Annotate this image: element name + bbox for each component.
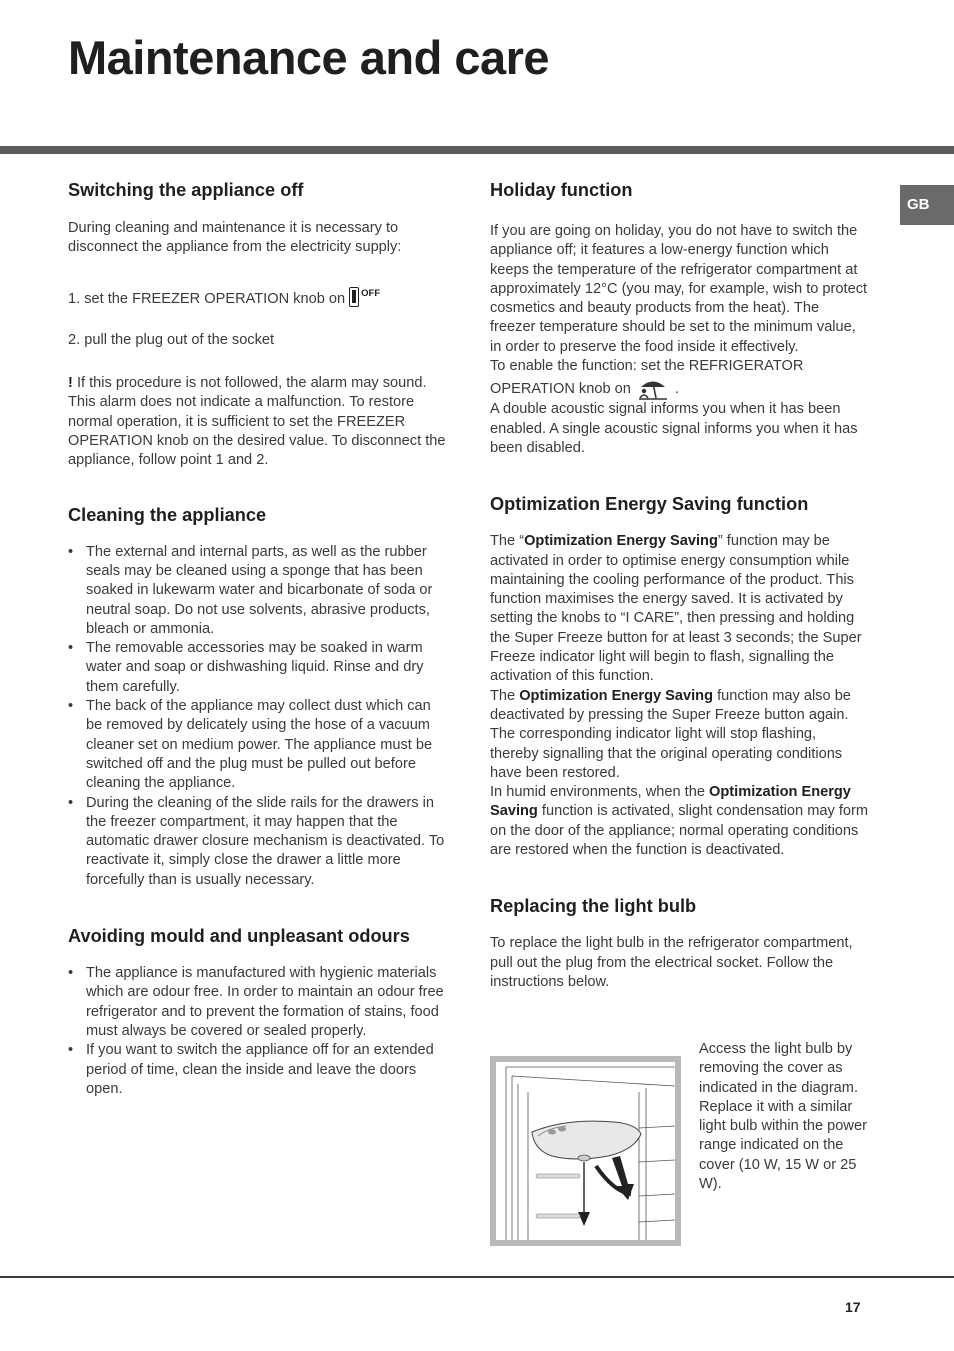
bulb-step-b: Replace it with a similar light bulb within the power range indicated on the cover (10 W, 15 W or 25 W). — [699, 1098, 867, 1193]
list-item: • During the cleaning of the slide rails for the drawers in the freezer compartment, it may happen that the automatic drawer closure mechanism is deactivated. To reactivate it, simply close the drawer a little more forcefully than is usually necessary. — [68, 794, 446, 890]
page-number: 17 — [845, 1299, 861, 1315]
section-switching-off — [68, 178, 446, 471]
holiday-enable-end: . — [674, 381, 680, 398]
bulb-step-a: Access the light bulb by removing the cover as indicated in the diagram. — [699, 1041, 859, 1096]
p3-rest: function is activated, slight condensation may form on the door of the appliance; normal operating conditions are restored when the function is deactivated. — [490, 803, 869, 859]
list-item: • If you want to switch the appliance off for an extended period of time, clean the inside and leave the doors open. — [68, 1041, 446, 1099]
optimization-p1 — [490, 532, 868, 686]
warning-mark: ! — [68, 375, 73, 392]
holiday-umbrella-icon — [637, 376, 669, 400]
p1-start: The “ — [490, 533, 525, 550]
p2-start: The — [490, 687, 520, 704]
holiday-enable-text: To enable the function: set the REFRIGERATOR OPERATION knob on — [490, 358, 804, 398]
section-cleaning — [68, 503, 446, 890]
list-item: • The back of the appliance may collect dust which can be removed by delicately using the hose of a vacuum cleaner set on medium power. The appliance must be switched off and the plug must be pulled out before cleaning the appliance. — [68, 697, 446, 793]
p1-rest: ” function may be activated in order to optimise energy consumption while maintaining the cooling performance of the product. This function maximises the energy saved. It is activated by setting the knobs to “I CARE”, then pressing and holding the Super Freeze button for at least 3 seconds; the Super Freeze indicator light will begin to flash, signalling the activation of this function. — [490, 533, 862, 685]
list-item: • The external and internal parts, as well as the rubber seals may be cleaned using a sponge that has been soaked in lukewarm water and bicarbonate of soda or neutral soap. Do not use solvents, abrasive products, bleach or ammonia. — [68, 543, 446, 639]
section-heading: Replacing the light bulb — [490, 896, 697, 917]
right-column — [490, 178, 868, 992]
knob-off-label: OFF — [361, 287, 381, 299]
section-holiday — [490, 178, 868, 458]
section-heading: Optimization Energy Saving function — [490, 494, 809, 515]
top-divider — [0, 146, 954, 154]
language-tab: GB — [900, 185, 954, 225]
switching-off-intro: During cleaning and maintenance it is necessary to disconnect the appliance from the electricity supply: — [68, 220, 402, 256]
section-heading: Switching the appliance off — [68, 180, 304, 200]
switching-off-step1 — [68, 284, 446, 309]
section-bulb — [490, 894, 868, 992]
switching-off-warning — [68, 374, 446, 470]
holiday-body: If you are going on holiday, you do not have to switch the appliance off; it features a low-energy function which keeps the temperature of the refrigerator compartment at approximately 12°C (you may, for example, wish to protect cosmetics and beauty products from the heat). The freezer temperature should be set to the minimum value, in order to preserve the food inside it effectively. — [490, 223, 868, 355]
term-bold: Optimization Energy Saving — [519, 687, 714, 704]
switching-off-step2: 2. pull the plug out of the socket — [68, 331, 275, 348]
mould-list — [68, 964, 446, 1099]
section-heading: Holiday function — [490, 180, 633, 200]
bottom-divider — [0, 1276, 954, 1278]
step1-text: 1. set the FREEZER OPERATION knob on — [68, 290, 346, 307]
bulb-intro: To replace the light bulb in the refrigerator compartment, pull out the plug from the electrical socket. Follow the instructions below. — [490, 935, 853, 990]
p2-rest: function may also be deactivated by pressing the Super Freeze button again. The corresponding indicator light will stop flashing, thereby signalling that the original operating conditions have been restored. — [490, 687, 851, 781]
section-heading: Avoiding mould and unpleasant odours — [68, 926, 410, 947]
p3-start: In humid environments, when the — [490, 784, 710, 801]
term-bold: Optimization Energy Saving — [524, 533, 718, 550]
knob-off-icon — [349, 287, 359, 307]
left-column — [68, 178, 446, 1099]
cleaning-list — [68, 543, 446, 890]
term-bold: Optimization Energy Saving — [490, 784, 851, 820]
fridge-light-cover-illustration — [496, 1062, 675, 1240]
holiday-enable — [490, 357, 868, 400]
section-optimization — [490, 492, 868, 860]
page-title: Maintenance and care — [68, 31, 550, 84]
holiday-signal: A double acoustic signal informs you when it has been enabled. A single acoustic signal informs you when it has been disabled. — [490, 401, 858, 456]
bulb-instructions — [699, 1040, 871, 1194]
warning-text: If this procedure is not followed, the alarm may sound. This alarm does not indicate a malfunction. To restore normal operation, it is sufficient to set the FREEZER OPERATION knob on the desired value. To disconnect the appliance, follow point 1 and 2. — [68, 375, 446, 469]
section-mould — [68, 924, 446, 1099]
optimization-p3 — [490, 783, 868, 860]
optimization-p2 — [490, 687, 868, 783]
list-item: • The removable accessories may be soaked in warm water and soap or dishwashing liquid. Rinse and dry them carefully. — [68, 639, 446, 697]
light-bulb-diagram — [490, 1056, 681, 1246]
list-item: • The appliance is manufactured with hygienic materials which are odour free. In order to maintain an odour free refrigerator and to prevent the formation of stains, food must always be covered or sealed properly. — [68, 964, 446, 1041]
section-heading: Cleaning the appliance — [68, 504, 267, 525]
